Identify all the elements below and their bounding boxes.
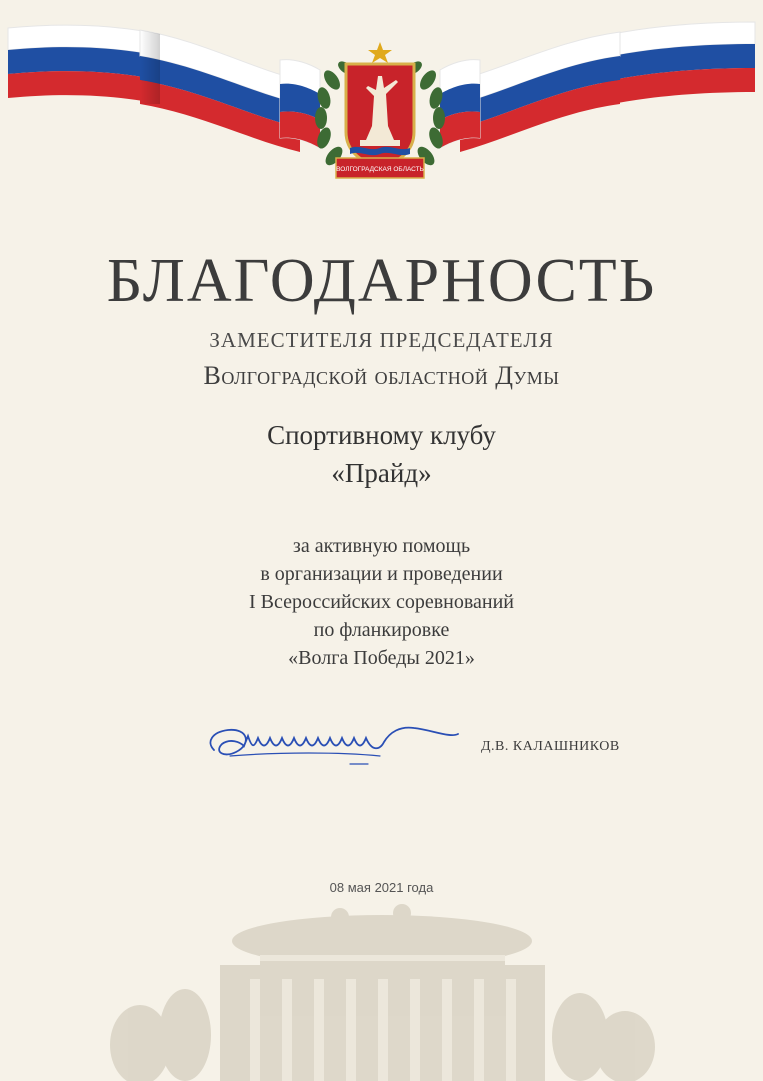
left-ribbon <box>8 25 320 152</box>
issuer-organization: Волгоградской областной Думы <box>203 361 560 390</box>
issue-date: 08 мая 2021 года <box>329 880 434 895</box>
reason-line: за активную помощь <box>292 535 471 557</box>
handwritten-signature-icon <box>200 712 465 777</box>
duma-building-watermark-icon <box>110 895 655 1081</box>
emblem-ribbon-text: ВОЛГОГРАДСКАЯ ОБЛАСТЬ <box>336 166 424 173</box>
issuer-title: ЗАМЕСТИТЕЛЯ ПРЕДСЕДАТЕЛЯ <box>209 328 554 352</box>
recipient-line-1: Спортивному клубу <box>267 420 496 450</box>
reason-line: I Всероссийских соревнований <box>248 591 515 613</box>
reason-line: по фланкировке <box>313 619 450 641</box>
certificate-title: БЛАГОДАРНОСТЬ <box>106 247 657 315</box>
signer-name: Д.В. КАЛАШНИКОВ <box>481 739 620 754</box>
coat-of-arms-icon <box>310 40 450 185</box>
right-ribbon <box>440 22 755 152</box>
reason-line: «Волга Победы 2021» <box>288 647 475 669</box>
recipient-line-2: «Прайд» <box>331 458 432 488</box>
reason-line: в организации и проведении <box>260 563 503 585</box>
